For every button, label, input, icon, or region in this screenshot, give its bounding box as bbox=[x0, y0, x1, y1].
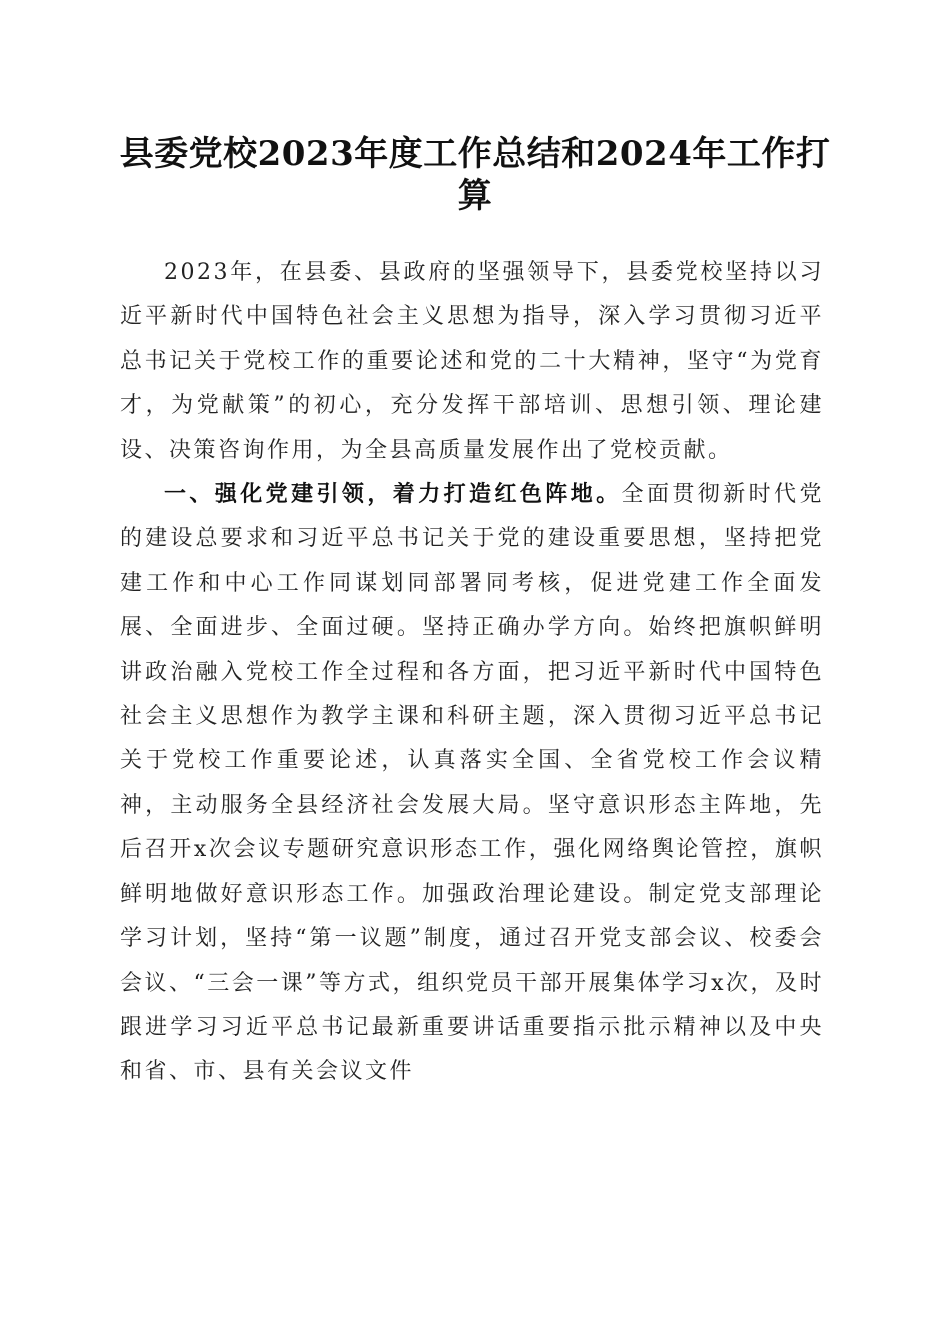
section-1-paragraph bbox=[120, 473, 824, 1095]
document-title: 县委党校2023年度工作总结和2024年工作打算 bbox=[119, 134, 831, 216]
intro-paragraph: 2023年，在县委、县政府的坚强领导下，县委党校坚持以习近平新时代中国特色社会主义思想为指导，深入学习贯彻习近平总书记关于党校工作的重要论述和党的二十大精神，坚守“为党育才，为党献策”的初心，充分发挥干部培训、思想引领、理论建设、决策咨询作用，为全县高质量发展作出了党校贡献。 bbox=[120, 260, 824, 463]
document-body bbox=[120, 251, 824, 1095]
section-1-body: 全面贯彻新时代党的建设总要求和习近平总书记关于党的建设重要思想，坚持把党建工作和中心工作同谋划同部署同考核，促进党建工作全面发展、全面进步、全面过硬。坚持正确办学方向。始终把旗帜鲜明讲政治融入党校工作全过程和各方面，把习近平新时代中国特色社会主义思想作为教学主课和科研主题，深入贯彻习近平总书记关于党校工作重要论述，认真落实全国、全省党校工作会议精神，主动服务全县经济社会发展大局。坚守意识形态主阵地，先后召开x次会议专题研究意识形态工作，强化网络舆论管控，旗帜鲜明地做好意识形态工作。加强政治理论建设。制定党支部理论学习计划，坚持“第一议题”制度，通过召开党支部会议、校委会会议、“三会一课”等方式，组织党员干部开展集体学习x次，及时跟进学习习近平总书记最新重要讲话重要指示批示精神以及中央和省、市、县有关会议文件 bbox=[120, 482, 824, 1085]
section-1-heading: 一、强化党建引领，着力打造红色阵地。 bbox=[164, 482, 622, 508]
